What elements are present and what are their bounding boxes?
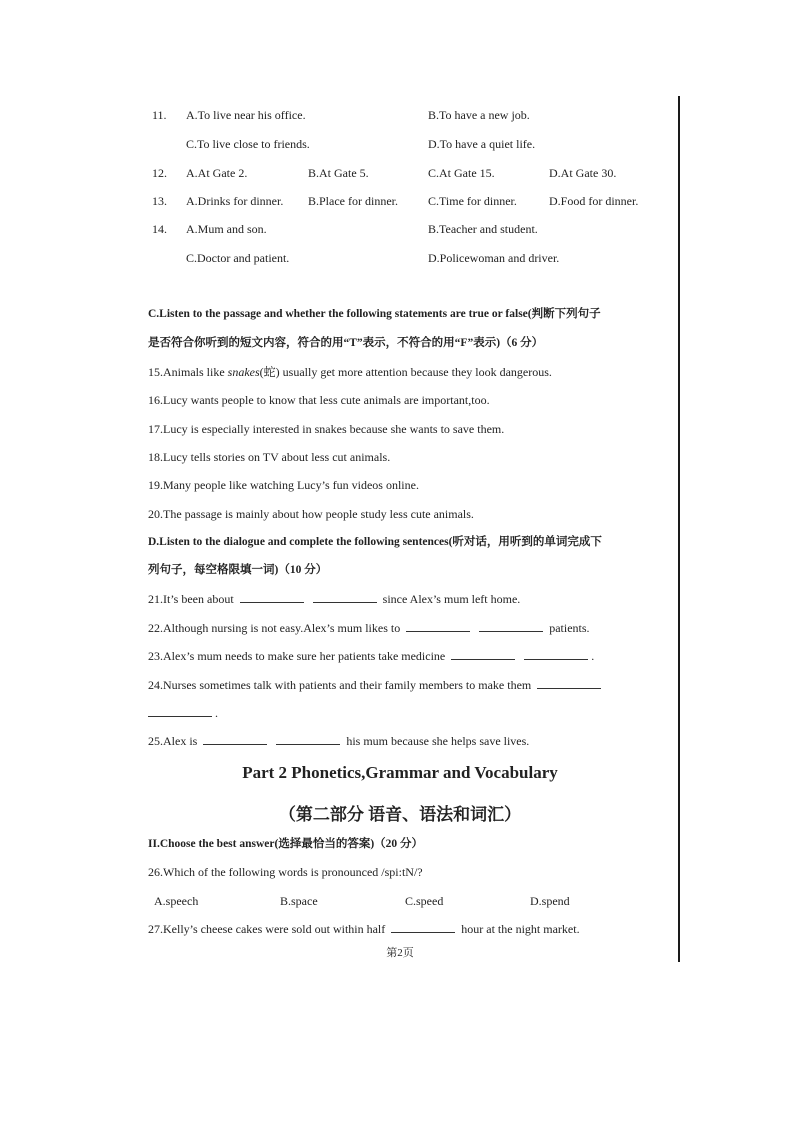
q19-statement: 19.Many people like watching Lucy’s fun videos online. [148, 478, 419, 492]
q23-sentence [148, 648, 594, 664]
part2-title: Part 2 Phonetics,Grammar and Vocabulary [242, 763, 558, 782]
q22-sentence [148, 620, 590, 636]
q24-blank-2[interactable] [148, 705, 212, 717]
q22-blank-2[interactable] [479, 620, 543, 632]
q11-number: 11. [152, 108, 167, 122]
q21-blank-2[interactable] [313, 591, 377, 603]
q14-option-c: C.Doctor and patient. [186, 251, 290, 265]
q18-statement: 18.Lucy tells stories on TV about less cut animals. [148, 450, 391, 464]
q13-option-d: D.Food for dinner. [549, 194, 639, 208]
q13-option-c: C.Time for dinner. [428, 194, 517, 208]
q13-option-b: B.Place for dinner. [308, 194, 398, 208]
q22-text-end: patients. [549, 621, 590, 635]
q12-option-b: B.At Gate 5. [308, 166, 369, 180]
q15-statement [148, 364, 552, 380]
part2-subtitle: （第二部分 语音、语法和词汇） [278, 805, 522, 824]
q21-blank-1[interactable] [240, 591, 304, 603]
q11-option-a: A.To live near his office. [186, 108, 306, 122]
q12-option-a: A.At Gate 2. [186, 166, 248, 180]
q21-text-start: 21.It’s been about [148, 592, 234, 606]
q17-statement: 17.Lucy is especially interested in snakes because she wants to save them. [148, 422, 505, 436]
q23-text-end: . [591, 649, 595, 663]
q14-option-a: A.Mum and son. [186, 222, 267, 236]
q11-option-d: D.To have a quiet life. [428, 137, 536, 151]
q21-text-end: since Alex’s mum left home. [382, 592, 521, 606]
q24-text-end: . [215, 706, 218, 720]
q15-text-end: (蛇) usually get more attention because they look dangerous. [259, 365, 552, 379]
q27-text-end: hour at the night market. [461, 922, 580, 936]
page-number: 第2页 [386, 947, 414, 959]
margin-rule [678, 96, 680, 962]
q25-blank-1[interactable] [203, 733, 267, 745]
q27-text-start: 27.Kelly’s cheese cakes were sold out within half [148, 922, 386, 936]
q13-option-a: A.Drinks for dinner. [186, 194, 284, 208]
q13-number: 13. [152, 194, 167, 208]
q23-blank-1[interactable] [451, 648, 515, 660]
q26-stem: 26.Which of the following words is pronounced /spi:tN/? [148, 865, 423, 879]
q27-blank[interactable] [391, 921, 455, 933]
q26-option-d: D.spend [530, 894, 570, 908]
section-ii-heading: II.Choose the best answer(选择最恰当的答案)（20 分） [148, 838, 424, 850]
q25-sentence [148, 733, 529, 749]
section-c-heading-line2: 是否符合你听到的短文内容，符合的用“T”表示，不符合的用“F”表示)（6 分） [148, 337, 544, 349]
section-c-heading-line1: C.Listen to the passage and whether the following statements are true or false(判断下列句子 [148, 308, 601, 320]
q15-text-start: 15.Animals like [148, 365, 228, 379]
q14-number: 14. [152, 222, 167, 236]
q25-blank-2[interactable] [276, 733, 340, 745]
q21-sentence [148, 591, 520, 607]
q25-text-start: 25.Alex is [148, 734, 198, 748]
q15-emphasis: snakes [227, 365, 260, 379]
section-d-heading-line1: D.Listen to the dialogue and complete the following sentences(听对话，用听到的单词完成下 [148, 536, 602, 548]
q24-text-start: 24.Nurses sometimes talk with patients and their family members to make them [148, 678, 532, 692]
q12-option-d: D.At Gate 30. [549, 166, 617, 180]
q16-statement: 16.Lucy wants people to know that less cute animals are important,too. [148, 393, 490, 407]
q26-option-c: C.speed [405, 894, 444, 908]
q12-option-c: C.At Gate 15. [428, 166, 495, 180]
q12-number: 12. [152, 166, 167, 180]
q20-statement: 20.The passage is mainly about how people study less cute animals. [148, 507, 474, 521]
q23-blank-2[interactable] [524, 648, 588, 660]
q23-text-start: 23.Alex’s mum needs to make sure her patients take medicine [148, 649, 446, 663]
q26-option-b: B.space [280, 894, 318, 908]
q11-option-b: B.To have a new job. [428, 108, 530, 122]
q25-text-end: his mum because she helps save lives. [346, 734, 530, 748]
q14-option-b: B.Teacher and student. [428, 222, 538, 236]
q27-sentence [148, 921, 580, 937]
q24-blank-1[interactable] [537, 677, 601, 689]
q24-sentence [148, 677, 604, 693]
section-d-heading-line2: 列句子，每空格限填一词)（10 分） [148, 564, 328, 576]
q24-sentence-cont [148, 705, 218, 721]
q22-blank-1[interactable] [406, 620, 470, 632]
q14-option-d: D.Policewoman and driver. [428, 251, 560, 265]
q26-option-a: A.speech [154, 894, 199, 908]
q11-option-c: C.To live close to friends. [186, 137, 310, 151]
q22-text-start: 22.Although nursing is not easy.Alex’s mum likes to [148, 621, 401, 635]
